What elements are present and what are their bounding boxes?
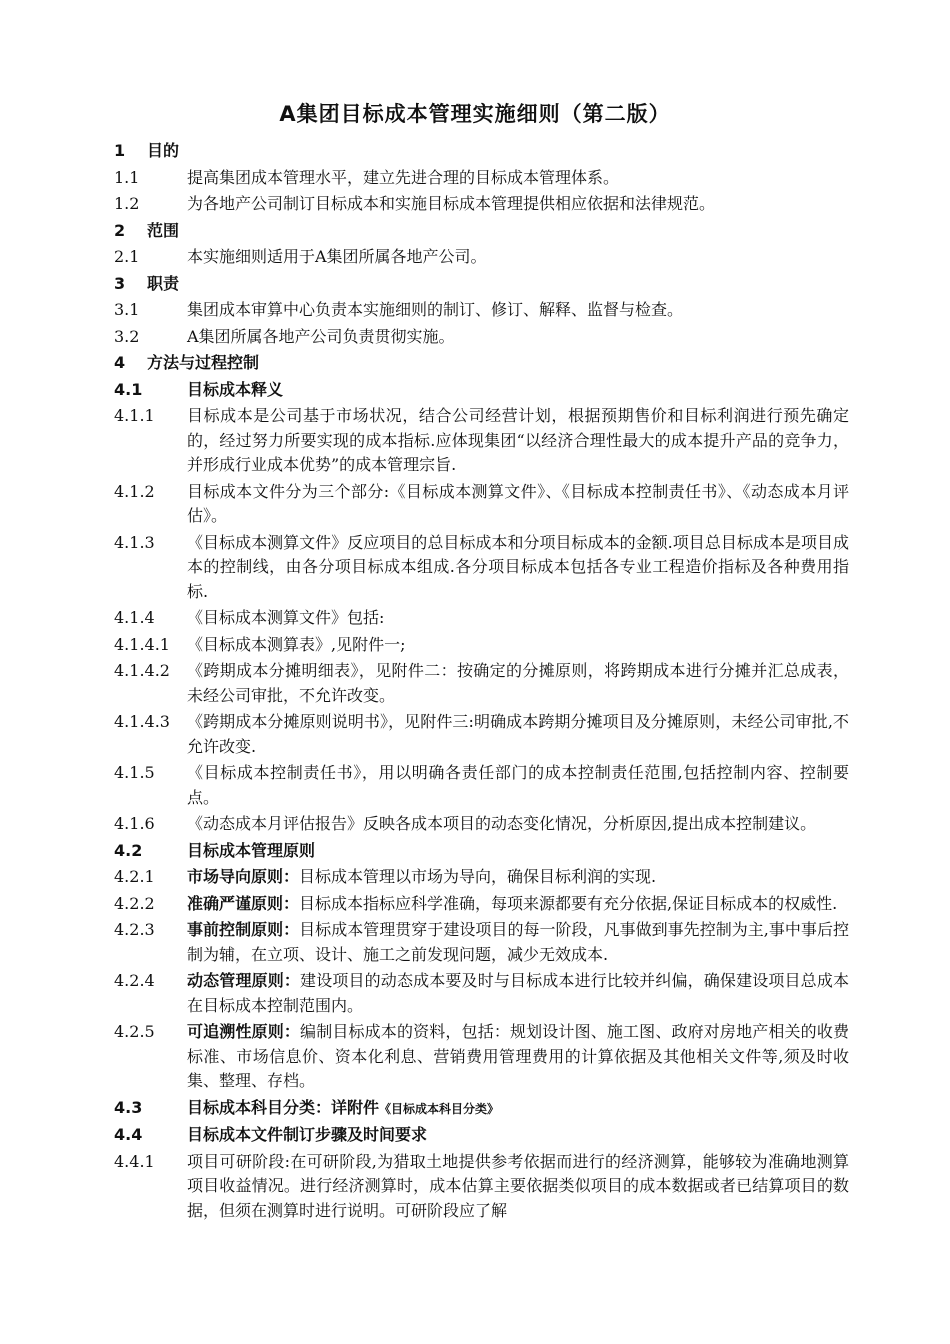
clause-text <box>187 166 849 191</box>
clause-number: 2 <box>114 220 126 240</box>
clause-text <box>147 219 809 244</box>
clause-paragraph <box>0 480 950 529</box>
clause-text <box>187 1150 849 1224</box>
clause-text <box>187 378 849 403</box>
clause-body: 本实施细则适用于A集团所属各地产公司。 <box>187 247 487 266</box>
clause-body: 目标成本指标应科学准确，每项来源都要有充分依据,保证目标成本的权威性. <box>299 893 838 913</box>
clause-number: 4.2.5 <box>114 1022 155 1041</box>
clause-paragraph <box>0 761 950 810</box>
clause-number: 4.2.4 <box>114 971 155 990</box>
clause-number: 4.1.2 <box>114 481 155 501</box>
clause-text <box>187 865 849 890</box>
clause-paragraph <box>0 325 950 350</box>
principle-keyword: 事前控制原则： <box>187 920 300 939</box>
clause-number: 1.1 <box>114 167 140 187</box>
clause-number: 2.1 <box>114 247 140 266</box>
clause-number: 4.3 <box>114 1097 143 1117</box>
clause-text <box>187 192 849 217</box>
clause-text <box>187 1020 849 1094</box>
section-heading <box>0 1096 950 1122</box>
clause-text <box>187 325 849 350</box>
clause-paragraph <box>0 245 950 270</box>
clause-number: 4.4 <box>114 1125 143 1144</box>
clause-body: 《跨期成本分摊原则说明书》，见附件三:明确成本跨期分摊项目及分摊原则，未经公司审批,不允许改变. <box>187 712 849 756</box>
clause-text <box>187 839 849 864</box>
clause-text <box>147 272 809 297</box>
clause-paragraph <box>0 892 950 917</box>
clause-text <box>187 633 849 658</box>
clause-body: 方法与过程控制 <box>147 353 260 372</box>
clause-paragraph <box>0 298 950 323</box>
clause-number: 1 <box>114 141 126 160</box>
clause-body: 《目标成本测算表》,见附件一; <box>187 634 406 654</box>
principle-keyword: 可追溯性原则： <box>187 1022 301 1041</box>
clause-number: 4.1.4 <box>114 608 155 627</box>
clause-text <box>187 245 849 270</box>
clause-body: 《跨期成本分摊明细表》，见附件二：按确定的分摊原则，将跨期成本进行分摊并汇总成表，未经公司审批，不允许改变。 <box>187 661 849 705</box>
clause-body: 《目标成本测算文件》反应项目的总目标成本和分项目标成本的金额.项目总目标成本是项目成本的控制线，由各分项目标成本组成.各分项目标成本包括各专业工程造价指标及各种费用指标. <box>187 532 849 601</box>
clause-paragraph <box>0 969 950 1018</box>
section-heading <box>0 219 950 244</box>
clause-body: 目标成本是公司基于市场状况，结合公司经营计划，根据预期售价和目标利润进行预先确定的，经过努力所要实现的成本指标.应体现集团“以经济合理性最大的成本提升产品的竞争力，并形成行业成本优势”的成本管理宗旨. <box>187 406 849 474</box>
clause-number: 3.1 <box>114 300 140 319</box>
clause-body: 范围 <box>147 220 180 240</box>
clause-body: 目标成本释义 <box>187 379 284 399</box>
clause-text <box>187 918 849 967</box>
clause-number: 4.2.3 <box>114 920 155 939</box>
clause-paragraph <box>0 659 950 708</box>
clause-paragraph <box>0 166 950 191</box>
clause-paragraph <box>0 192 950 217</box>
clause-body: 《动态成本月评估报告》反映各成本项目的动态变化情况，分析原因,提出成本控制建议。 <box>187 814 817 833</box>
clause-text <box>187 606 849 631</box>
clause-paragraph <box>0 1020 950 1094</box>
clause-body: 目标成本文件分为三个部分:《目标成本测算文件》、《目标成本控制责任书》、《动态成本月评估》。 <box>187 481 849 525</box>
clause-body: 目的 <box>147 141 180 160</box>
clause-number: 4.1.6 <box>114 814 155 833</box>
clause-body: 目标成本管理贯穿于建设项目的每一阶段，凡事做到事先控制为主,事中事后控制为辅，在立项、设计、施工之前发现问题，减少无效成本. <box>187 920 849 964</box>
clause-number: 3.2 <box>114 326 140 346</box>
clause-body: 提高集团成本管理水平，建立先进合理的目标成本管理体系。 <box>187 167 620 187</box>
clause-text <box>187 659 849 708</box>
clause-body: 建设项目的动态成本要及时与目标成本进行比较并纠偏，确保建设项目总成本在目标成本控制范围内。 <box>187 971 849 1015</box>
clause-number: 4.1 <box>114 379 143 399</box>
section-heading <box>0 378 950 403</box>
document-title: A集团目标成本管理实施细则（第二版） <box>279 102 671 126</box>
clause-text <box>187 1123 849 1148</box>
clause-body: 目标成本文件制订步骤及时间要求 <box>187 1125 428 1144</box>
clause-body: 编制目标成本的资料，包括：规划设计图、施工图、政府对房地产相关的收费标准、市场信息价、资本化利息、营销费用管理费用的计算依据及其他相关文件等,须及时收集、整理、存档。 <box>187 1022 849 1090</box>
clause-number: 4 <box>114 353 126 372</box>
clause-body: 集团成本审算中心负责本实施细则的制订、修订、解释、监督与检查。 <box>187 300 684 319</box>
clause-paragraph <box>0 531 950 605</box>
clause-number: 4.1.4.2 <box>114 661 170 680</box>
clause-body: 目标成本管理以市场为导向，确保目标利润的实现. <box>299 867 657 886</box>
attachment-reference: 《目标成本科目分类》 <box>379 1101 500 1116</box>
clause-number: 4.2.2 <box>114 893 155 913</box>
document-body <box>0 139 950 1225</box>
clause-body: 为各地产公司制订目标成本和实施目标成本管理提供相应依据和法律规范。 <box>187 194 716 213</box>
clause-body: 目标成本科目分类：详附件 <box>187 1097 380 1117</box>
clause-text <box>187 298 849 323</box>
clause-number: 4.1.3 <box>114 532 155 552</box>
clause-paragraph <box>0 606 950 631</box>
clause-text <box>187 969 849 1018</box>
clause-paragraph <box>0 710 950 759</box>
clause-text <box>147 351 809 376</box>
clause-number: 4.1.5 <box>114 763 155 782</box>
clause-paragraph <box>0 865 950 890</box>
section-heading <box>0 272 950 297</box>
clause-text <box>187 892 849 917</box>
section-heading <box>0 1123 950 1148</box>
clause-paragraph <box>0 633 950 658</box>
clause-number: 3 <box>114 273 126 293</box>
clause-number: 4.1.4.1 <box>114 634 170 654</box>
clause-paragraph <box>0 812 950 837</box>
clause-body: 项目可研阶段:在可研阶段,为猎取土地提供参考依据而进行的经济测算，能够较为准确地测算项目收益情况。进行经济测算时，成本估算主要依据类似项目的成本数据或者已结算项目的数据，但须在测算时进行说明。可研阶段应了解 <box>187 1151 849 1220</box>
section-heading <box>0 351 950 376</box>
clause-number: 4.2 <box>114 840 143 860</box>
clause-body: 《目标成本控制责任书》，用以明确各责任部门的成本控制责任范围,包括控制内容、控制要点。 <box>187 763 849 807</box>
principle-keyword: 市场导向原则： <box>187 867 300 886</box>
clause-body: A集团所属各地产公司负责贯彻实施。 <box>187 326 455 346</box>
clause-text <box>187 1096 849 1122</box>
clause-text <box>187 761 849 810</box>
clause-text <box>147 139 809 164</box>
clause-paragraph <box>0 918 950 967</box>
clause-number: 4.1.4.3 <box>114 712 170 731</box>
clause-body: 职责 <box>147 273 180 293</box>
principle-keyword: 准确严谨原则： <box>187 893 300 913</box>
clause-text <box>187 812 849 837</box>
section-heading <box>0 839 950 864</box>
clause-number: 4.2.1 <box>114 867 155 886</box>
clause-body: 《目标成本测算文件》包括: <box>187 608 385 627</box>
principle-keyword: 动态管理原则： <box>187 971 301 990</box>
clause-text <box>187 480 849 529</box>
clause-text <box>187 404 849 478</box>
clause-number: 4.4.1 <box>114 1151 155 1171</box>
clause-text <box>187 531 849 605</box>
clause-paragraph <box>0 404 950 478</box>
clause-body: 目标成本管理原则 <box>187 840 316 860</box>
clause-text <box>187 710 849 759</box>
clause-number: 4.1.1 <box>114 406 155 425</box>
section-heading <box>0 139 950 164</box>
clause-paragraph <box>0 1150 950 1224</box>
clause-number: 1.2 <box>114 194 140 213</box>
